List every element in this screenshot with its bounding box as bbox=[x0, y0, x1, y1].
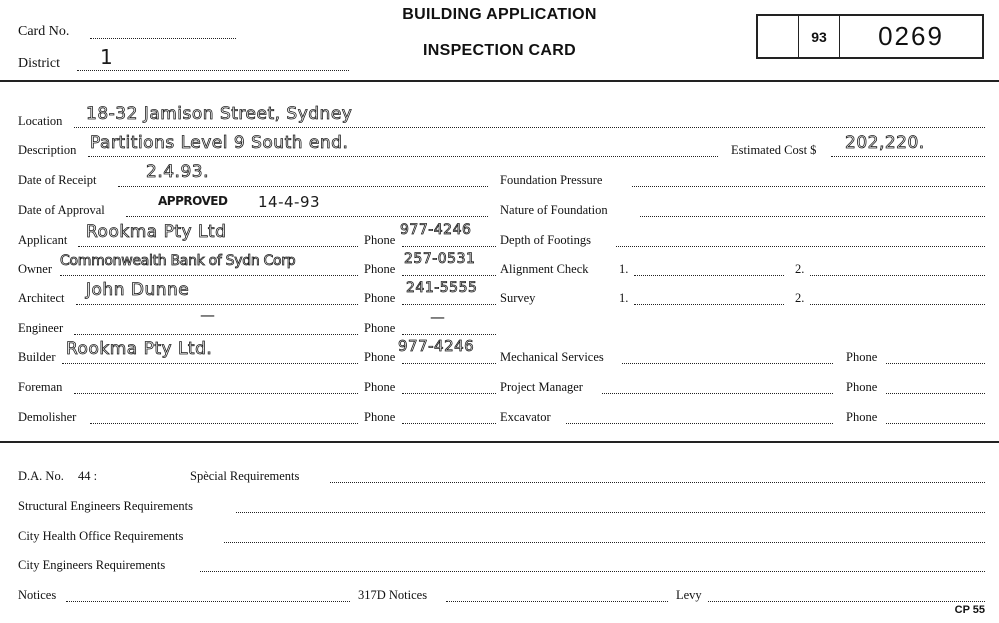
project-manager-phone-field bbox=[886, 392, 985, 394]
owner-label: Owner bbox=[18, 262, 53, 276]
date-of-approval-field bbox=[126, 215, 488, 217]
builder-label: Builder bbox=[18, 350, 56, 364]
architect-value: John Dunne bbox=[86, 280, 190, 300]
da-no-value: 44 : bbox=[78, 469, 98, 483]
alignment-check-field-2 bbox=[810, 274, 985, 276]
notices-field bbox=[66, 600, 350, 602]
city-health-requirements-label: City Health Office Requirements bbox=[18, 529, 184, 543]
owner-field bbox=[60, 274, 358, 276]
demolisher-phone-label: Phone bbox=[364, 410, 396, 424]
structural-requirements-field bbox=[236, 511, 985, 513]
depth-of-footings-field bbox=[616, 245, 985, 247]
mechanical-services-phone-field bbox=[886, 362, 985, 364]
estimated-cost-label: Estimated Cost $ bbox=[731, 143, 817, 157]
survey-field-1 bbox=[634, 303, 784, 305]
builder-field bbox=[62, 362, 358, 364]
engineer-phone-label: Phone bbox=[364, 321, 396, 335]
structural-requirements-label: Structural Engineers Requirements bbox=[18, 499, 193, 513]
architect-label: Architect bbox=[18, 291, 65, 305]
foundation-pressure-label: Foundation Pressure bbox=[500, 173, 603, 187]
levy-field bbox=[708, 600, 985, 602]
alignment-check-n1: 1. bbox=[619, 262, 629, 276]
da-no-label: D.A. No. bbox=[18, 469, 64, 483]
card-no-label: Card No. bbox=[18, 24, 70, 39]
box-number: 0269 bbox=[878, 21, 944, 51]
project-manager-label: Project Manager bbox=[500, 380, 583, 394]
survey-n1: 1. bbox=[619, 291, 629, 305]
date-of-approval-value: 14-4-93 bbox=[258, 193, 321, 211]
middle-rule bbox=[0, 441, 999, 443]
title-line-2: INSPECTION CARD bbox=[423, 42, 576, 59]
special-requirements-label: Spècial Requirements bbox=[190, 469, 300, 483]
district-field bbox=[77, 69, 349, 71]
date-of-approval-label: Date of Approval bbox=[18, 203, 105, 217]
notices-label: Notices bbox=[18, 588, 57, 602]
box-blank bbox=[758, 16, 799, 57]
mechanical-services-phone-label: Phone bbox=[846, 350, 878, 364]
location-label: Location bbox=[18, 114, 63, 128]
special-requirements-field bbox=[330, 481, 985, 483]
excavator-label: Excavator bbox=[500, 410, 551, 424]
form-code: CP 55 bbox=[954, 604, 985, 616]
approved-stamp: APPROVED bbox=[158, 194, 228, 208]
survey-label: Survey bbox=[500, 291, 536, 305]
notices-317d-field bbox=[446, 600, 668, 602]
foreman-label: Foreman bbox=[18, 380, 63, 394]
excavator-phone-field bbox=[886, 422, 985, 424]
estimated-cost-field bbox=[831, 155, 985, 157]
survey-n2: 2. bbox=[795, 291, 805, 305]
applicant-label: Applicant bbox=[18, 233, 68, 247]
foreman-phone-label: Phone bbox=[364, 380, 396, 394]
applicant-field bbox=[78, 245, 358, 247]
date-of-receipt-label: Date of Receipt bbox=[18, 173, 97, 187]
applicant-phone-value: 977-4246 bbox=[400, 222, 472, 238]
architect-phone-value: 241-5555 bbox=[406, 280, 478, 296]
header-rule bbox=[0, 80, 999, 82]
city-engineers-requirements-field bbox=[200, 570, 985, 572]
location-field bbox=[74, 126, 985, 128]
card-no-field bbox=[90, 37, 236, 39]
city-engineers-requirements-label: City Engineers Requirements bbox=[18, 558, 166, 572]
engineer-phone-field bbox=[402, 333, 496, 335]
nature-of-foundation-field bbox=[640, 215, 985, 217]
alignment-check-label: Alignment Check bbox=[500, 262, 589, 276]
engineer-value: — bbox=[200, 306, 216, 324]
owner-value: Commonwealth Bank of Sydn Corp bbox=[60, 253, 296, 269]
project-manager-field bbox=[602, 392, 833, 394]
project-manager-phone-label: Phone bbox=[846, 380, 878, 394]
foreman-field bbox=[74, 392, 358, 394]
card-number-box bbox=[756, 14, 984, 59]
builder-phone-label: Phone bbox=[364, 350, 396, 364]
applicant-phone-field bbox=[402, 245, 496, 247]
builder-phone-field bbox=[402, 362, 496, 364]
applicant-value: Rookma Pty Ltd bbox=[86, 222, 227, 242]
district-value: 1 bbox=[100, 45, 114, 69]
depth-of-footings-label: Depth of Footings bbox=[500, 233, 591, 247]
description-value: Partitions Level 9 South end. bbox=[90, 133, 349, 153]
owner-phone-field bbox=[402, 274, 496, 276]
excavator-field bbox=[566, 422, 833, 424]
engineer-phone-value: — bbox=[430, 308, 446, 326]
location-value: 18-32 Jamison Street, Sydney bbox=[86, 104, 353, 124]
excavator-phone-label: Phone bbox=[846, 410, 878, 424]
demolisher-field bbox=[90, 422, 358, 424]
description-label: Description bbox=[18, 143, 77, 157]
demolisher-phone-field bbox=[402, 422, 496, 424]
date-of-receipt-field bbox=[118, 185, 488, 187]
notices-317d-label: 317D Notices bbox=[358, 588, 428, 602]
owner-phone-value: 257-0531 bbox=[404, 251, 476, 267]
mechanical-services-field bbox=[622, 362, 833, 364]
owner-phone-label: Phone bbox=[364, 262, 396, 276]
survey-field-2 bbox=[810, 303, 985, 305]
district-label: District bbox=[18, 56, 60, 71]
alignment-check-field-1 bbox=[634, 274, 784, 276]
foundation-pressure-field bbox=[632, 185, 985, 187]
mechanical-services-label: Mechanical Services bbox=[500, 350, 604, 364]
box-year: 93 bbox=[799, 16, 840, 57]
architect-phone-field bbox=[402, 303, 496, 305]
foreman-phone-field bbox=[402, 392, 496, 394]
description-field bbox=[88, 155, 718, 157]
alignment-check-n2: 2. bbox=[795, 262, 805, 276]
engineer-field bbox=[74, 333, 358, 335]
estimated-cost-value: 202,220. bbox=[845, 133, 925, 153]
levy-label: Levy bbox=[676, 588, 702, 602]
demolisher-label: Demolisher bbox=[18, 410, 77, 424]
builder-value: Rookma Pty Ltd. bbox=[66, 339, 213, 359]
city-health-requirements-field bbox=[224, 541, 985, 543]
title-line-1: BUILDING APPLICATION bbox=[402, 6, 597, 23]
architect-field bbox=[76, 303, 358, 305]
architect-phone-label: Phone bbox=[364, 291, 396, 305]
builder-phone-value: 977-4246 bbox=[398, 337, 475, 355]
date-of-receipt-value: 2.4.93. bbox=[146, 162, 209, 182]
applicant-phone-label: Phone bbox=[364, 233, 396, 247]
engineer-label: Engineer bbox=[18, 321, 64, 335]
nature-of-foundation-label: Nature of Foundation bbox=[500, 203, 608, 217]
